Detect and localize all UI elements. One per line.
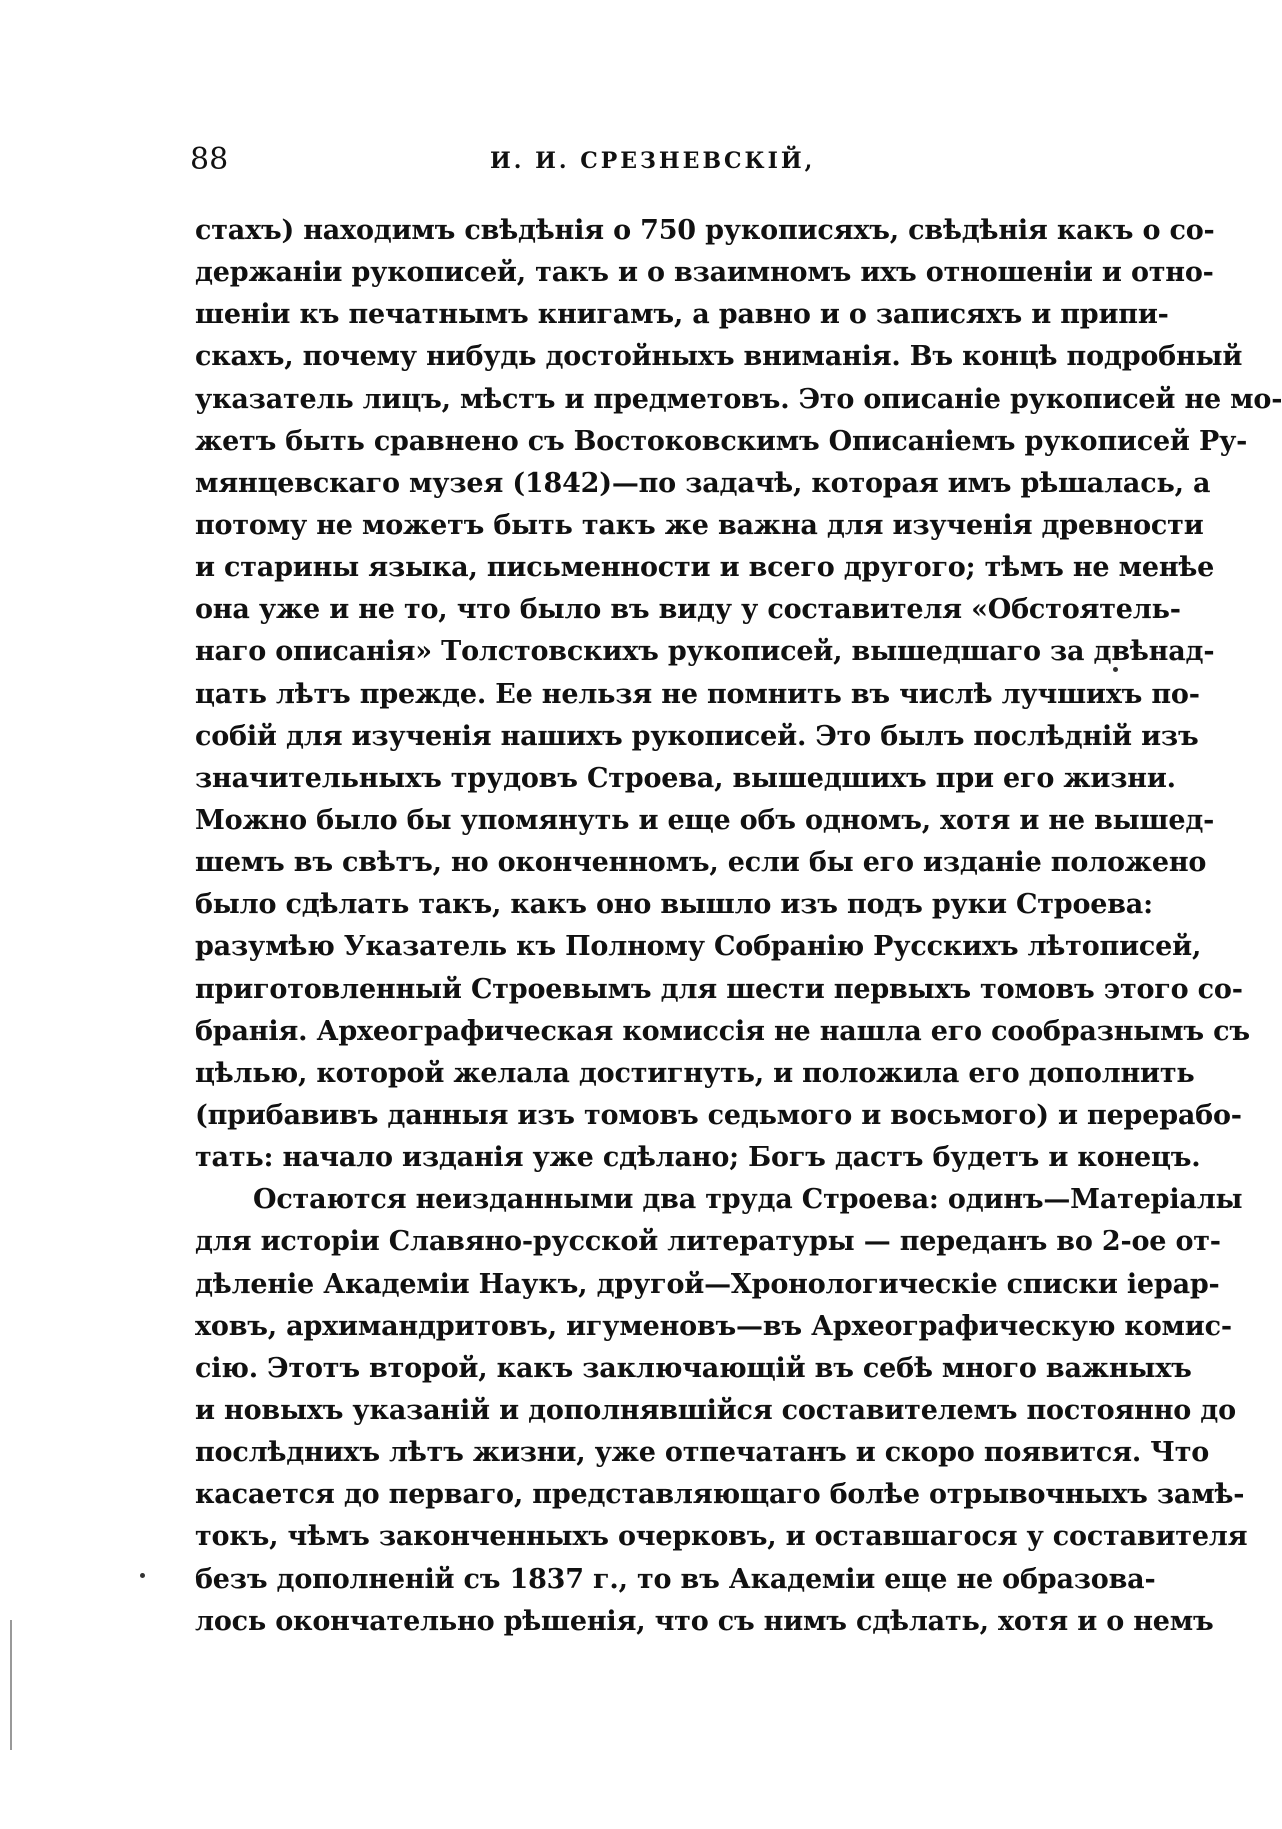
page-number: 88 (190, 142, 229, 177)
text-line: шемъ въ свѣтъ, но оконченномъ, если бы его изданіе положено (195, 847, 1207, 879)
text-line: тать: начало изданія уже сдѣлано; Богъ дастъ будетъ и конецъ. (195, 1142, 1201, 1174)
running-head (190, 142, 1090, 182)
text-line: шеніи къ печатнымъ книгамъ, а равно и о записяхъ и припи- (195, 299, 1169, 331)
text-line: безъ дополненій съ 1837 г., то въ Академіи еще не образова- (195, 1563, 1156, 1595)
text-line: цѣлью, которой желала достигнуть, и положила его дополнить (195, 1057, 1195, 1089)
text-line: разумѣю Указатель къ Полному Собранію Русскихъ лѣтописей, (195, 931, 1202, 963)
text-line: дѣленіе Академіи Наукъ, другой—Хронологическіе списки іерар- (195, 1268, 1220, 1300)
text-line: было сдѣлать такъ, какъ оно вышло изъ подъ руки Строева: (195, 889, 1153, 921)
text-line: для исторіи Славяно-русской литературы — переданъ во 2-ое от- (195, 1226, 1221, 1258)
text-line: ховъ, архимандритовъ, игуменовъ—въ Археографическую комис- (195, 1310, 1232, 1342)
margin-line-mark (10, 1620, 12, 1750)
body-text (195, 210, 1282, 1643)
text-line: и старины языка, письменности и всего другого; тѣмъ не менѣе (195, 552, 1215, 584)
text-line: Можно было бы упомянуть и еще объ одномъ, хотя и не вышед- (195, 804, 1215, 836)
text-line: указатель лицъ, мѣстъ и предметовъ. Это описаніе рукописей не мо- (195, 383, 1282, 415)
margin-dot-mark (140, 1573, 145, 1578)
paragraph-2 (195, 1179, 1248, 1643)
text-line: наго описанія» Толстовскихъ рукописей, вышедшаго за двѣнад- (195, 636, 1215, 668)
text-line: скахъ, почему нибудь достойныхъ вниманія. Въ концѣ подробный (195, 341, 1243, 373)
running-title: И. И. СРЕЗНЕВСКІЙ, (490, 148, 816, 174)
text-line: цать лѣтъ прежде. Ее нельзя не помнить въ числѣ лучшихъ по- (195, 678, 1200, 710)
text-line: мянцевскаго музея (1842)—по задачѣ, которая имъ рѣшалась, а (195, 467, 1211, 499)
text-line: лось окончательно рѣшенія, что съ нимъ сдѣлать, хотя и о немъ (195, 1605, 1214, 1637)
text-line: собій для изученія нашихъ рукописей. Это былъ послѣдній изъ (195, 720, 1199, 752)
text-line: Остаются неизданными два труда Строева: одинъ—Матеріалы (253, 1184, 1243, 1216)
text-line: и новыхъ указаній и дополнявшійся составителемъ постоянно до (195, 1394, 1236, 1426)
margin-dot-mark (1113, 667, 1118, 672)
text-line: бранія. Археографическая комиссія не нашла его сообразнымъ съ (195, 1015, 1250, 1047)
text-line: держаніи рукописей, такъ и о взаимномъ ихъ отношеніи и отно- (195, 257, 1214, 289)
text-line: сію. Этотъ второй, какъ заключающій въ себѣ много важныхъ (195, 1352, 1192, 1384)
text-line: токъ, чѣмъ законченныхъ очерковъ, и оставшагося у составителя (195, 1521, 1248, 1553)
text-line: послѣднихъ лѣтъ жизни, уже отпечатанъ и скоро появится. Что (195, 1437, 1210, 1469)
text-line: (прибавивъ данныя изъ томовъ седьмого и восьмого) и перерабо- (195, 1099, 1242, 1131)
text-line: потому не можетъ быть такъ же важна для изученія древности (195, 509, 1204, 541)
text-line: приготовленный Строевымъ для шести первыхъ томовъ этого со- (195, 973, 1243, 1005)
text-line: стахъ) находимъ свѣдѣнія о 750 рукописяхъ, свѣдѣнія какъ о со- (195, 215, 1215, 246)
text-line: касается до перваго, представляющаго болѣе отрывочныхъ замѣ- (195, 1479, 1245, 1511)
text-line: она уже и не то, что было въ виду у составителя «Обстоятель- (195, 594, 1181, 626)
text-line: значительныхъ трудовъ Строева, вышедшихъ при его жизни. (195, 762, 1176, 794)
paragraph-1 (195, 210, 1282, 1179)
text-line: жетъ быть сравнено съ Востоковскимъ Описаніемъ рукописей Ру- (195, 425, 1248, 457)
